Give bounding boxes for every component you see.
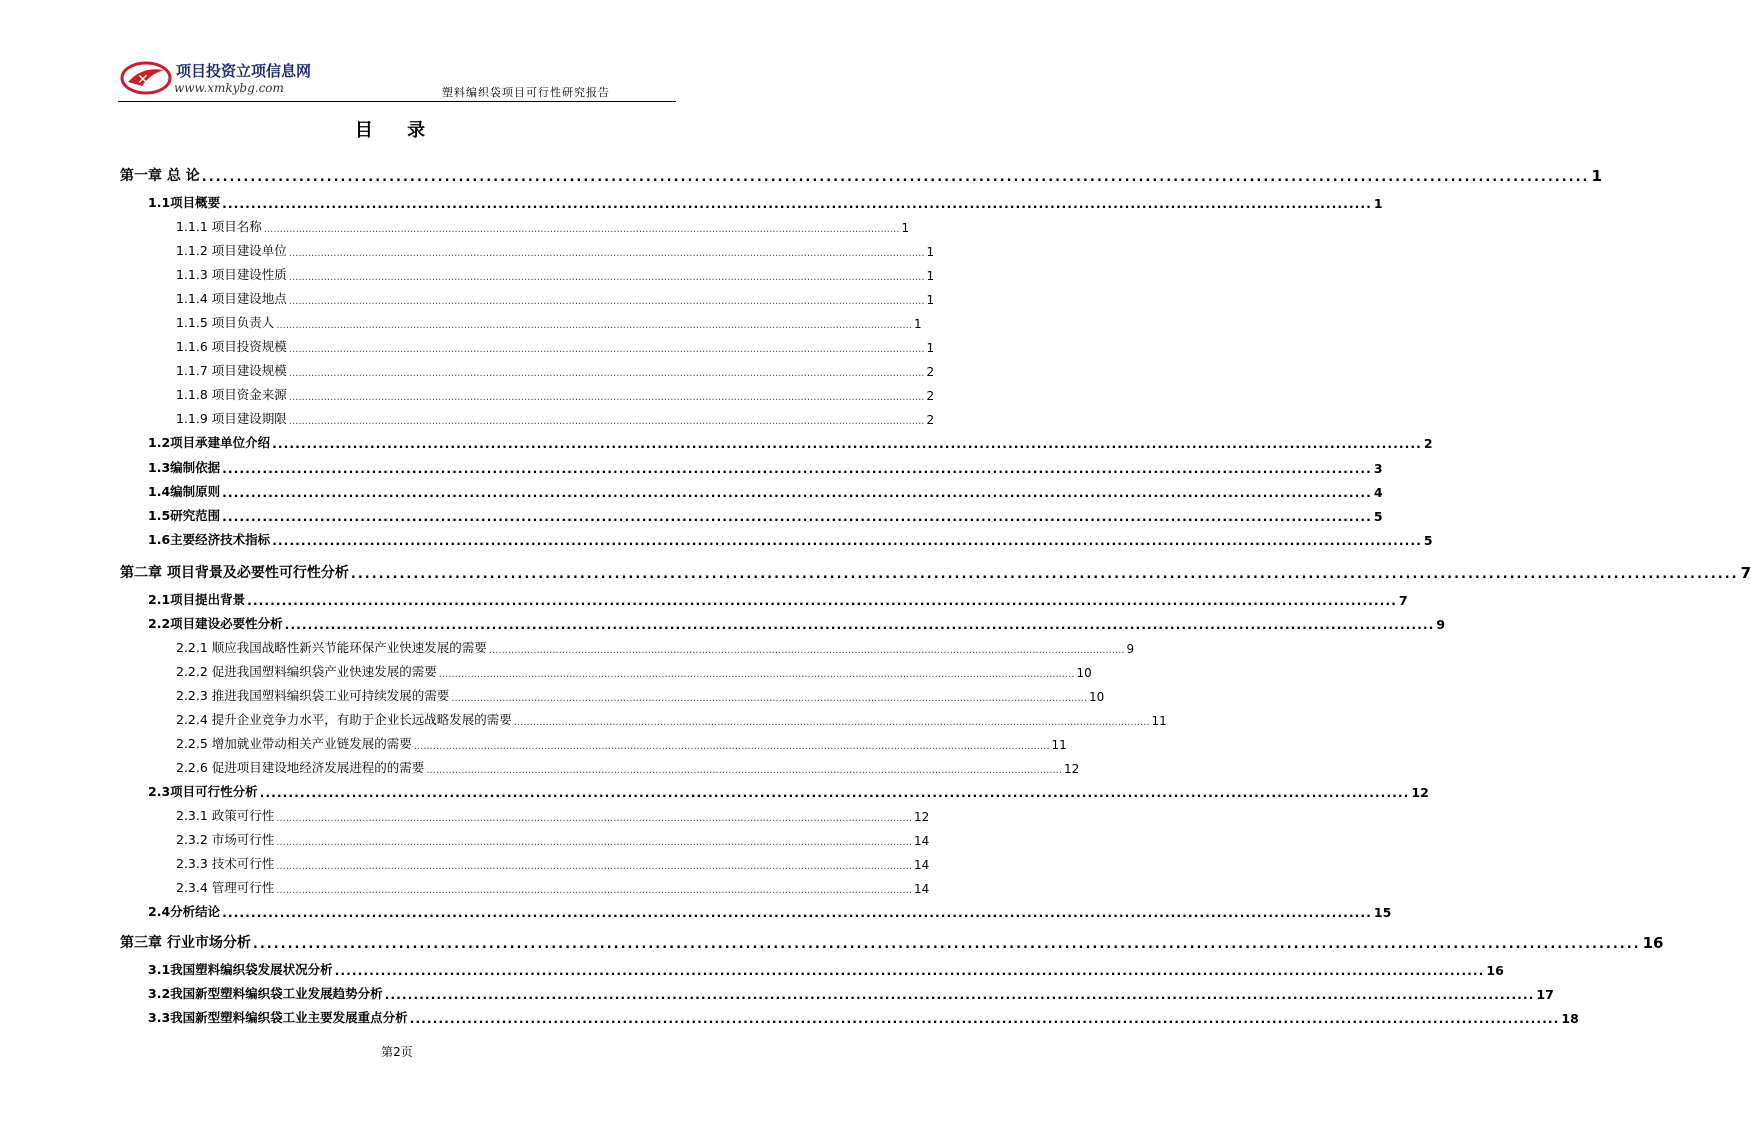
toc-dot-leader: ........................................................................................................................................................................................................ [384, 987, 1535, 1002]
toc-subsection-entry[interactable] [120, 828, 930, 848]
toc-section-entry[interactable] [120, 528, 1433, 548]
toc-subsection-entry[interactable] [120, 407, 935, 427]
toc-subsection-entry[interactable] [120, 852, 930, 872]
toc-dot-leader: ........................................................................................................................................................................................................ [288, 344, 925, 355]
logo-name: 项目投资立项信息网 [176, 62, 312, 80]
toc-entry-label: 1.5研究范围 [148, 508, 221, 523]
toc-entry-page: 7 [1398, 593, 1408, 608]
toc-entry-page: 16 [1486, 963, 1504, 978]
toc-entry-page: 1 [926, 293, 935, 307]
toc-section-entry[interactable] [120, 1006, 1579, 1026]
toc-entry-page: 1 [1591, 167, 1602, 185]
toc-section-entry[interactable] [120, 958, 1504, 978]
toc-dot-leader: ........................................................................................................................................................................................................ [247, 593, 1397, 608]
toc-section-entry[interactable] [120, 780, 1429, 800]
toc-dot-leader: ........................................................................................................................................................................................................ [252, 937, 1641, 952]
toc-dot-leader: ........................................................................................................................................................................................................ [276, 837, 913, 848]
toc-section-entry[interactable] [120, 504, 1383, 524]
toc-subsection-entry[interactable] [120, 732, 1067, 752]
toc-dot-leader: ........................................................................................................................................................................................................ [288, 368, 925, 379]
toc-entry-label: 1.3编制依据 [148, 460, 221, 475]
toc-subsection-entry[interactable] [120, 756, 1080, 776]
toc-entry-label: 3.1我国塑料编织袋发展状况分析 [148, 962, 333, 977]
toc-entry-label: 2.2.2 促进我国塑料编织袋产业快速发展的需要 [176, 664, 437, 679]
toc-entry-page: 10 [1076, 666, 1092, 680]
toc-entry-label: 1.1.4 项目建设地点 [176, 291, 287, 306]
toc-dot-leader: ........................................................................................................................................................................................................ [426, 765, 1063, 776]
toc-subsection-entry[interactable] [120, 263, 935, 283]
toc-subsection-entry[interactable] [120, 383, 935, 403]
toc-subsection-entry[interactable] [120, 636, 1135, 656]
toc-entry-label: 2.2.6 促进项目建设地经济发展进程的的需要 [176, 760, 425, 775]
toc-entry-page: 4 [1373, 485, 1383, 500]
toc-entry-label: 1.1.2 项目建设单位 [176, 243, 287, 258]
toc-entry-page: 2 [1423, 436, 1433, 451]
toc-section-entry[interactable] [120, 612, 1446, 632]
toc-dot-leader: ........................................................................................................................................................................................................ [451, 693, 1088, 704]
toc-entry-page: 9 [1126, 642, 1135, 656]
toc-subsection-entry[interactable] [120, 684, 1105, 704]
svg-text:✕: ✕ [137, 72, 149, 88]
toc-entry-label: 2.2.5 增加就业带动相关产业链发展的需要 [176, 736, 412, 751]
toc-entry-page: 11 [1051, 738, 1067, 752]
toc-dot-leader: ........................................................................................................................................................................................................ [288, 272, 925, 283]
toc-section-entry[interactable] [120, 588, 1408, 608]
toc-entry-page: 7 [1740, 564, 1751, 582]
header-divider [118, 101, 676, 102]
toc-dot-leader: ........................................................................................................................................................................................................ [276, 885, 913, 896]
toc-entry-label: 1.6主要经济技术指标 [148, 532, 271, 547]
toc-dot-leader: ........................................................................................................................................................................................................ [222, 485, 1372, 500]
toc-dot-leader: ........................................................................................................................................................................................................ [350, 567, 1739, 582]
toc-dot-leader: ........................................................................................................................................................................................................ [288, 416, 925, 427]
toc-chapter-entry[interactable] [120, 165, 1602, 185]
toc-section-entry[interactable] [120, 191, 1383, 211]
toc-section-entry[interactable] [120, 456, 1383, 476]
toc-entry-label: 2.1项目提出背景 [148, 592, 246, 607]
toc-entry-page: 18 [1561, 1011, 1579, 1026]
toc-dot-leader: ........................................................................................................................................................................................................ [409, 1011, 1560, 1026]
toc-dot-leader: ........................................................................................................................................................................................................ [513, 717, 1150, 728]
toc-dot-leader: ........................................................................................................................................................................................................ [222, 196, 1372, 211]
toc-entry-label: 1.1.9 项目建设期限 [176, 411, 287, 426]
page-number: 第2页 [381, 1045, 413, 1059]
toc-dot-leader: ........................................................................................................................................................................................................ [284, 617, 1435, 632]
toc-entry-label: 2.3项目可行性分析 [148, 784, 258, 799]
toc-entry-page: 11 [1151, 714, 1167, 728]
toc-entry-page: 2 [926, 389, 935, 403]
logo-url: www.xmkybg.com [174, 81, 284, 95]
toc-entry-label: 第一章 总 论 [120, 168, 200, 184]
toc-dot-leader: ........................................................................................................................................................................................................ [276, 320, 913, 331]
toc-subsection-entry[interactable] [120, 287, 935, 307]
page-header [118, 54, 676, 104]
toc-chapter-entry[interactable] [120, 562, 1751, 582]
logo-icon [120, 60, 172, 96]
toc-subsection-entry[interactable] [120, 239, 935, 259]
toc-entry-label: 2.3.1 政策可行性 [176, 808, 275, 823]
toc-entry-label: 2.3.4 管理可行性 [176, 880, 275, 895]
toc-entry-label: 2.2项目建设必要性分析 [148, 616, 283, 631]
toc-entry-label: 1.1.8 项目资金来源 [176, 387, 287, 402]
toc-entry-page: 2 [926, 413, 935, 427]
toc-entry-label: 3.2我国新型塑料编织袋工业发展趋势分析 [148, 986, 383, 1001]
toc-subsection-entry[interactable] [120, 876, 930, 896]
toc-entry-label: 2.2.4 提升企业竞争力水平，有助于企业长远战略发展的需要 [176, 712, 512, 727]
toc-entry-page: 5 [1423, 533, 1433, 548]
toc-dot-leader: ........................................................................................................................................................................................................ [222, 509, 1372, 524]
toc-entry-label: 2.2.3 推进我国塑料编织袋工业可持续发展的需要 [176, 688, 450, 703]
toc-subsection-entry[interactable] [120, 311, 922, 331]
toc-entry-label: 1.1.3 项目建设性质 [176, 267, 287, 282]
toc-dot-leader: ........................................................................................................................................................................................................ [334, 963, 1485, 978]
toc-entry-label: 2.3.3 技术可行性 [176, 856, 275, 871]
toc-dot-leader: ........................................................................................................................................................................................................ [438, 669, 1075, 680]
toc-dot-leader: ........................................................................................................................................................................................................ [288, 296, 925, 307]
toc-entry-label: 第三章 行业市场分析 [120, 935, 251, 951]
toc-subsection-entry[interactable] [120, 335, 935, 355]
document-title: 塑料编织袋项目可行性研究报告 [442, 86, 610, 99]
toc-subsection-entry[interactable] [120, 359, 935, 379]
toc-entry-page: 1 [1373, 196, 1383, 211]
toc-subsection-entry[interactable] [120, 660, 1092, 680]
toc-entry-page: 5 [1373, 509, 1383, 524]
toc-entry-page: 1 [914, 317, 922, 331]
toc-entry-page: 12 [914, 810, 930, 824]
toc-section-entry[interactable] [120, 900, 1392, 920]
toc-entry-label: 1.1.5 项目负责人 [176, 315, 275, 330]
toc-entry-page: 9 [1436, 617, 1446, 632]
toc-entry-page: 12 [1411, 785, 1429, 800]
toc-dot-leader: ........................................................................................................................................................................................................ [276, 813, 913, 824]
toc-dot-leader: ........................................................................................................................................................................................................ [488, 645, 1125, 656]
toc-entry-label: 3.3我国新型塑料编织袋工业主要发展重点分析 [148, 1010, 408, 1025]
toc-dot-leader: ........................................................................................................................................................................................................ [288, 248, 925, 259]
toc-dot-leader: ........................................................................................................................................................................................................ [263, 224, 900, 235]
toc-entry-label: 1.4编制原则 [148, 484, 221, 499]
toc-entry-label: 1.1.6 项目投资规模 [176, 339, 287, 354]
toc-dot-leader: ........................................................................................................................................................................................................ [288, 392, 925, 403]
toc-entry-page: 15 [1373, 905, 1392, 920]
toc-entry-page: 17 [1536, 987, 1554, 1002]
toc-subsection-entry[interactable] [120, 215, 910, 235]
toc-entry-page: 16 [1642, 934, 1664, 952]
toc-section-entry[interactable] [120, 431, 1433, 451]
toc-dot-leader: ........................................................................................................................................................................................................ [222, 905, 1372, 920]
toc-entry-page: 14 [914, 858, 930, 872]
toc-dot-leader: ........................................................................................................................................................................................................ [201, 170, 1590, 185]
toc-heading: 目 录 [354, 120, 440, 141]
toc-dot-leader: ........................................................................................................................................................................................................ [413, 741, 1050, 752]
toc-entry-page: 1 [926, 341, 935, 355]
toc-entry-page: 10 [1089, 690, 1105, 704]
toc-dot-leader: ........................................................................................................................................................................................................ [222, 461, 1372, 476]
toc-entry-label: 1.2项目承建单位介绍 [148, 435, 271, 450]
toc-entry-label: 1.1.1 项目名称 [176, 219, 262, 234]
toc-entry-label: 2.3.2 市场可行性 [176, 832, 275, 847]
toc-subsection-entry[interactable] [120, 708, 1167, 728]
toc-dot-leader: ........................................................................................................................................................................................................ [272, 436, 1422, 451]
toc-entry-page: 3 [1373, 461, 1383, 476]
toc-dot-leader: ........................................................................................................................................................................................................ [272, 533, 1422, 548]
toc-entry-page: 14 [914, 882, 930, 896]
toc-entry-label: 1.1项目概要 [148, 195, 221, 210]
toc-entry-label: 1.1.7 项目建设规模 [176, 363, 287, 378]
toc-section-entry[interactable] [120, 982, 1554, 1002]
toc-entry-label: 2.4分析结论 [148, 904, 221, 919]
toc-entry-page: 12 [1064, 762, 1080, 776]
toc-chapter-entry[interactable] [120, 932, 1664, 952]
toc-entry-page: 1 [901, 221, 910, 235]
toc-entry-label: 2.2.1 顺应我国战略性新兴节能环保产业快速发展的需要 [176, 640, 487, 655]
toc-entry-page: 1 [926, 245, 935, 259]
toc-subsection-entry[interactable] [120, 804, 930, 824]
toc-entry-page: 14 [914, 834, 930, 848]
toc-entry-label: 第二章 项目背景及必要性可行性分析 [120, 565, 349, 581]
toc-entry-page: 1 [926, 269, 935, 283]
toc-section-entry[interactable] [120, 480, 1383, 500]
toc-dot-leader: ........................................................................................................................................................................................................ [276, 861, 913, 872]
toc-entry-page: 2 [926, 365, 935, 379]
toc-dot-leader: ........................................................................................................................................................................................................ [259, 785, 1410, 800]
